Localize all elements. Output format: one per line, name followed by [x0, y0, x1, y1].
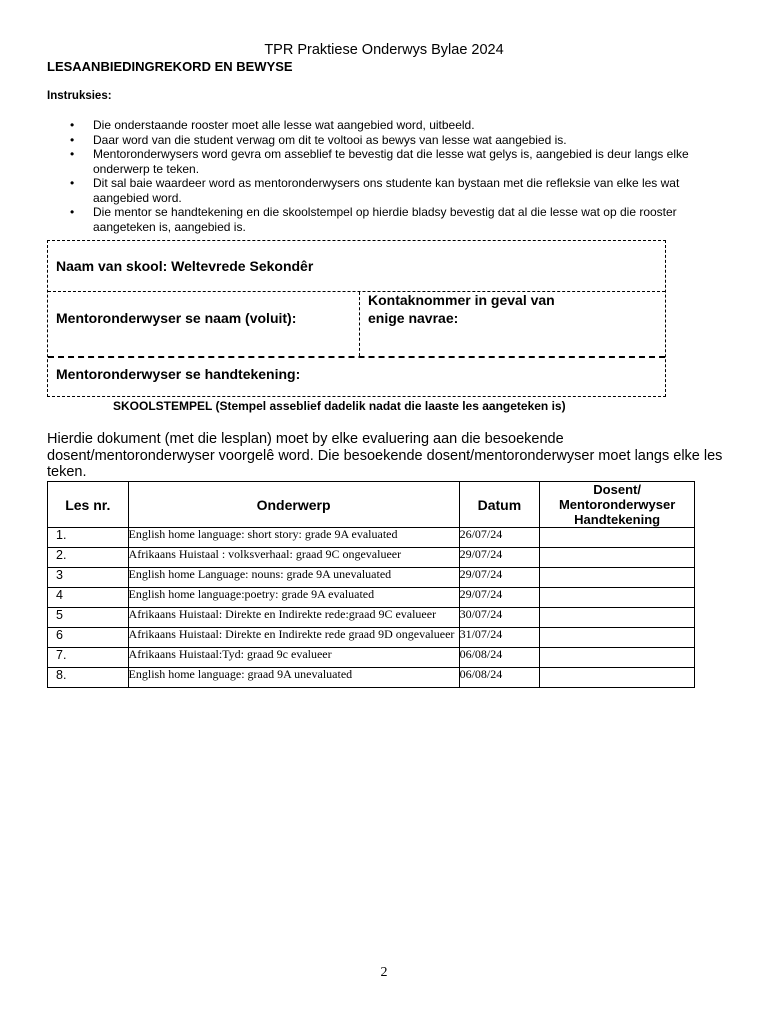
lesson-subject: English home Language: nouns: grade 9A unevaluated: [128, 568, 459, 588]
header-signature-line1: Dosent/: [593, 482, 641, 497]
header-signature: [540, 482, 695, 528]
instruction-item: [70, 118, 690, 133]
lesson-nr: 2.: [48, 548, 129, 568]
instruction-text: Daar word van die student verwag om dit te voltooi as bewys van lesse wat aangebied is.: [93, 132, 567, 147]
lesson-nr: 6: [48, 628, 129, 648]
bullet-icon: •: [70, 147, 75, 161]
header-date: Datum: [459, 482, 540, 528]
document-title: LESAANBIEDINGREKORD EN BEWYSE: [47, 59, 293, 74]
lesson-subject: Afrikaans Huistaal: Direkte en Indirekte rede graad 9D ongevalueer: [128, 628, 459, 648]
lesson-nr: 4: [48, 588, 129, 608]
bullet-icon: •: [70, 205, 75, 219]
lesson-date: 29/07/24: [459, 588, 540, 608]
lesson-date: 29/07/24: [459, 568, 540, 588]
mentor-contact-row: [48, 292, 665, 358]
lesson-signature-cell[interactable]: [540, 608, 695, 628]
lesson-subject: English home language: graad 9A unevaluated: [128, 668, 459, 688]
school-info-box: [47, 240, 666, 397]
lesson-subject: Afrikaans Huistaal:Tyd: graad 9c evalueer: [128, 648, 459, 668]
lesson-date: 06/08/24: [459, 648, 540, 668]
table-row: [48, 648, 695, 668]
lesson-date: 31/07/24: [459, 628, 540, 648]
lesson-subject: Afrikaans Huistaal : volksverhaal: graad 9C ongevalueer: [128, 548, 459, 568]
table-row: [48, 608, 695, 628]
instructions-list: [70, 118, 690, 234]
lesson-signature-cell[interactable]: [540, 628, 695, 648]
contact-label-line1: Kontaknommer in geval van: [368, 292, 555, 308]
lesson-signature-cell[interactable]: [540, 528, 695, 548]
lesson-subject: Afrikaans Huistaal: Direkte en Indirekte rede:graad 9C evalueer: [128, 608, 459, 628]
lesson-signature-cell[interactable]: [540, 668, 695, 688]
lesson-signature-cell[interactable]: [540, 568, 695, 588]
lesson-subject: English home language:poetry: grade 9A evaluated: [128, 588, 459, 608]
header-lesson-nr: Les nr.: [48, 482, 129, 528]
contact-label-line2: enige navrae:: [368, 310, 459, 326]
lesson-date: 30/07/24: [459, 608, 540, 628]
instruction-item: [70, 205, 690, 234]
page-number: 2: [380, 965, 388, 980]
lesson-date: 06/08/24: [459, 668, 540, 688]
instruction-text: Die onderstaande rooster moet alle lesse wat aangebied word, uitbeeld.: [93, 118, 475, 132]
instructions-label: Instruksies:: [47, 90, 112, 102]
instruction-paragraph: Hierdie dokument (met die lesplan) moet by elke evaluering aan die besoekende dosent/mentoronderwyser voorgelê word. Die besoekende dosent/mentoronderwyser moet langs elke les teken.: [47, 431, 723, 480]
table-row: [48, 548, 695, 568]
instruction-item: [70, 133, 690, 148]
instruction-item: [70, 147, 690, 176]
lesson-signature-cell[interactable]: [540, 648, 695, 668]
lesson-date: 26/07/24: [459, 528, 540, 548]
school-name-label: Naam van skool: Weltevrede Sekondêr: [56, 258, 314, 274]
lesson-nr: 1.: [48, 528, 129, 548]
table-row: [48, 628, 695, 648]
header-signature-line2: Mentoronderwyser: [558, 497, 676, 512]
header-subject: Onderwerp: [128, 482, 459, 528]
table-row: [48, 588, 695, 608]
lesson-date: 29/07/24: [459, 548, 540, 568]
school-name-row: [48, 241, 665, 292]
lesson-nr: 8.: [48, 668, 129, 688]
lesson-subject: English home language: short story: grade 9A evaluated: [128, 528, 459, 548]
mentor-name-label: Mentoronderwyser se naam (voluit):: [56, 310, 297, 326]
instruction-text: Mentoronderwysers word gevra om asseblief te bevestig dat die lesse wat gelys is, aangebied is deur langs elke onderwerp te teken.: [93, 147, 689, 176]
instruction-text: Die mentor se handtekening en die skoolstempel op hierdie bladsy bevestig dat al die lesse wat op die rooster aangeteken is, aangebied is.: [93, 205, 677, 234]
bullet-icon: •: [70, 132, 75, 147]
table-row: [48, 568, 695, 588]
header-signature-line3: Handtekening: [574, 512, 661, 527]
lesson-signature-cell[interactable]: [540, 588, 695, 608]
instruction-item: [70, 176, 690, 205]
table-header-row: [48, 482, 695, 528]
cell-divider: [359, 292, 360, 356]
lesson-signature-cell[interactable]: [540, 548, 695, 568]
table-row: [48, 528, 695, 548]
mentor-signature-label: Mentoronderwyser se handtekening:: [56, 366, 301, 382]
instruction-text: Dit sal baie waardeer word as mentoronderwysers ons studente kan bystaan met die refleksie van elke les wat aangebied word.: [93, 176, 680, 205]
table-row: [48, 668, 695, 688]
lesson-nr: 5: [48, 608, 129, 628]
lesson-record-table: [47, 481, 695, 688]
school-stamp-note: SKOOLSTEMPEL (Stempel asseblief dadelik nadat die laaste les aangeteken is): [113, 399, 566, 413]
lesson-nr: 7.: [48, 648, 129, 668]
page-header-title: TPR Praktiese Onderwys Bylae 2024: [264, 42, 504, 58]
bullet-icon: •: [70, 118, 75, 132]
bullet-icon: •: [70, 176, 75, 190]
lesson-nr: 3: [48, 568, 129, 588]
